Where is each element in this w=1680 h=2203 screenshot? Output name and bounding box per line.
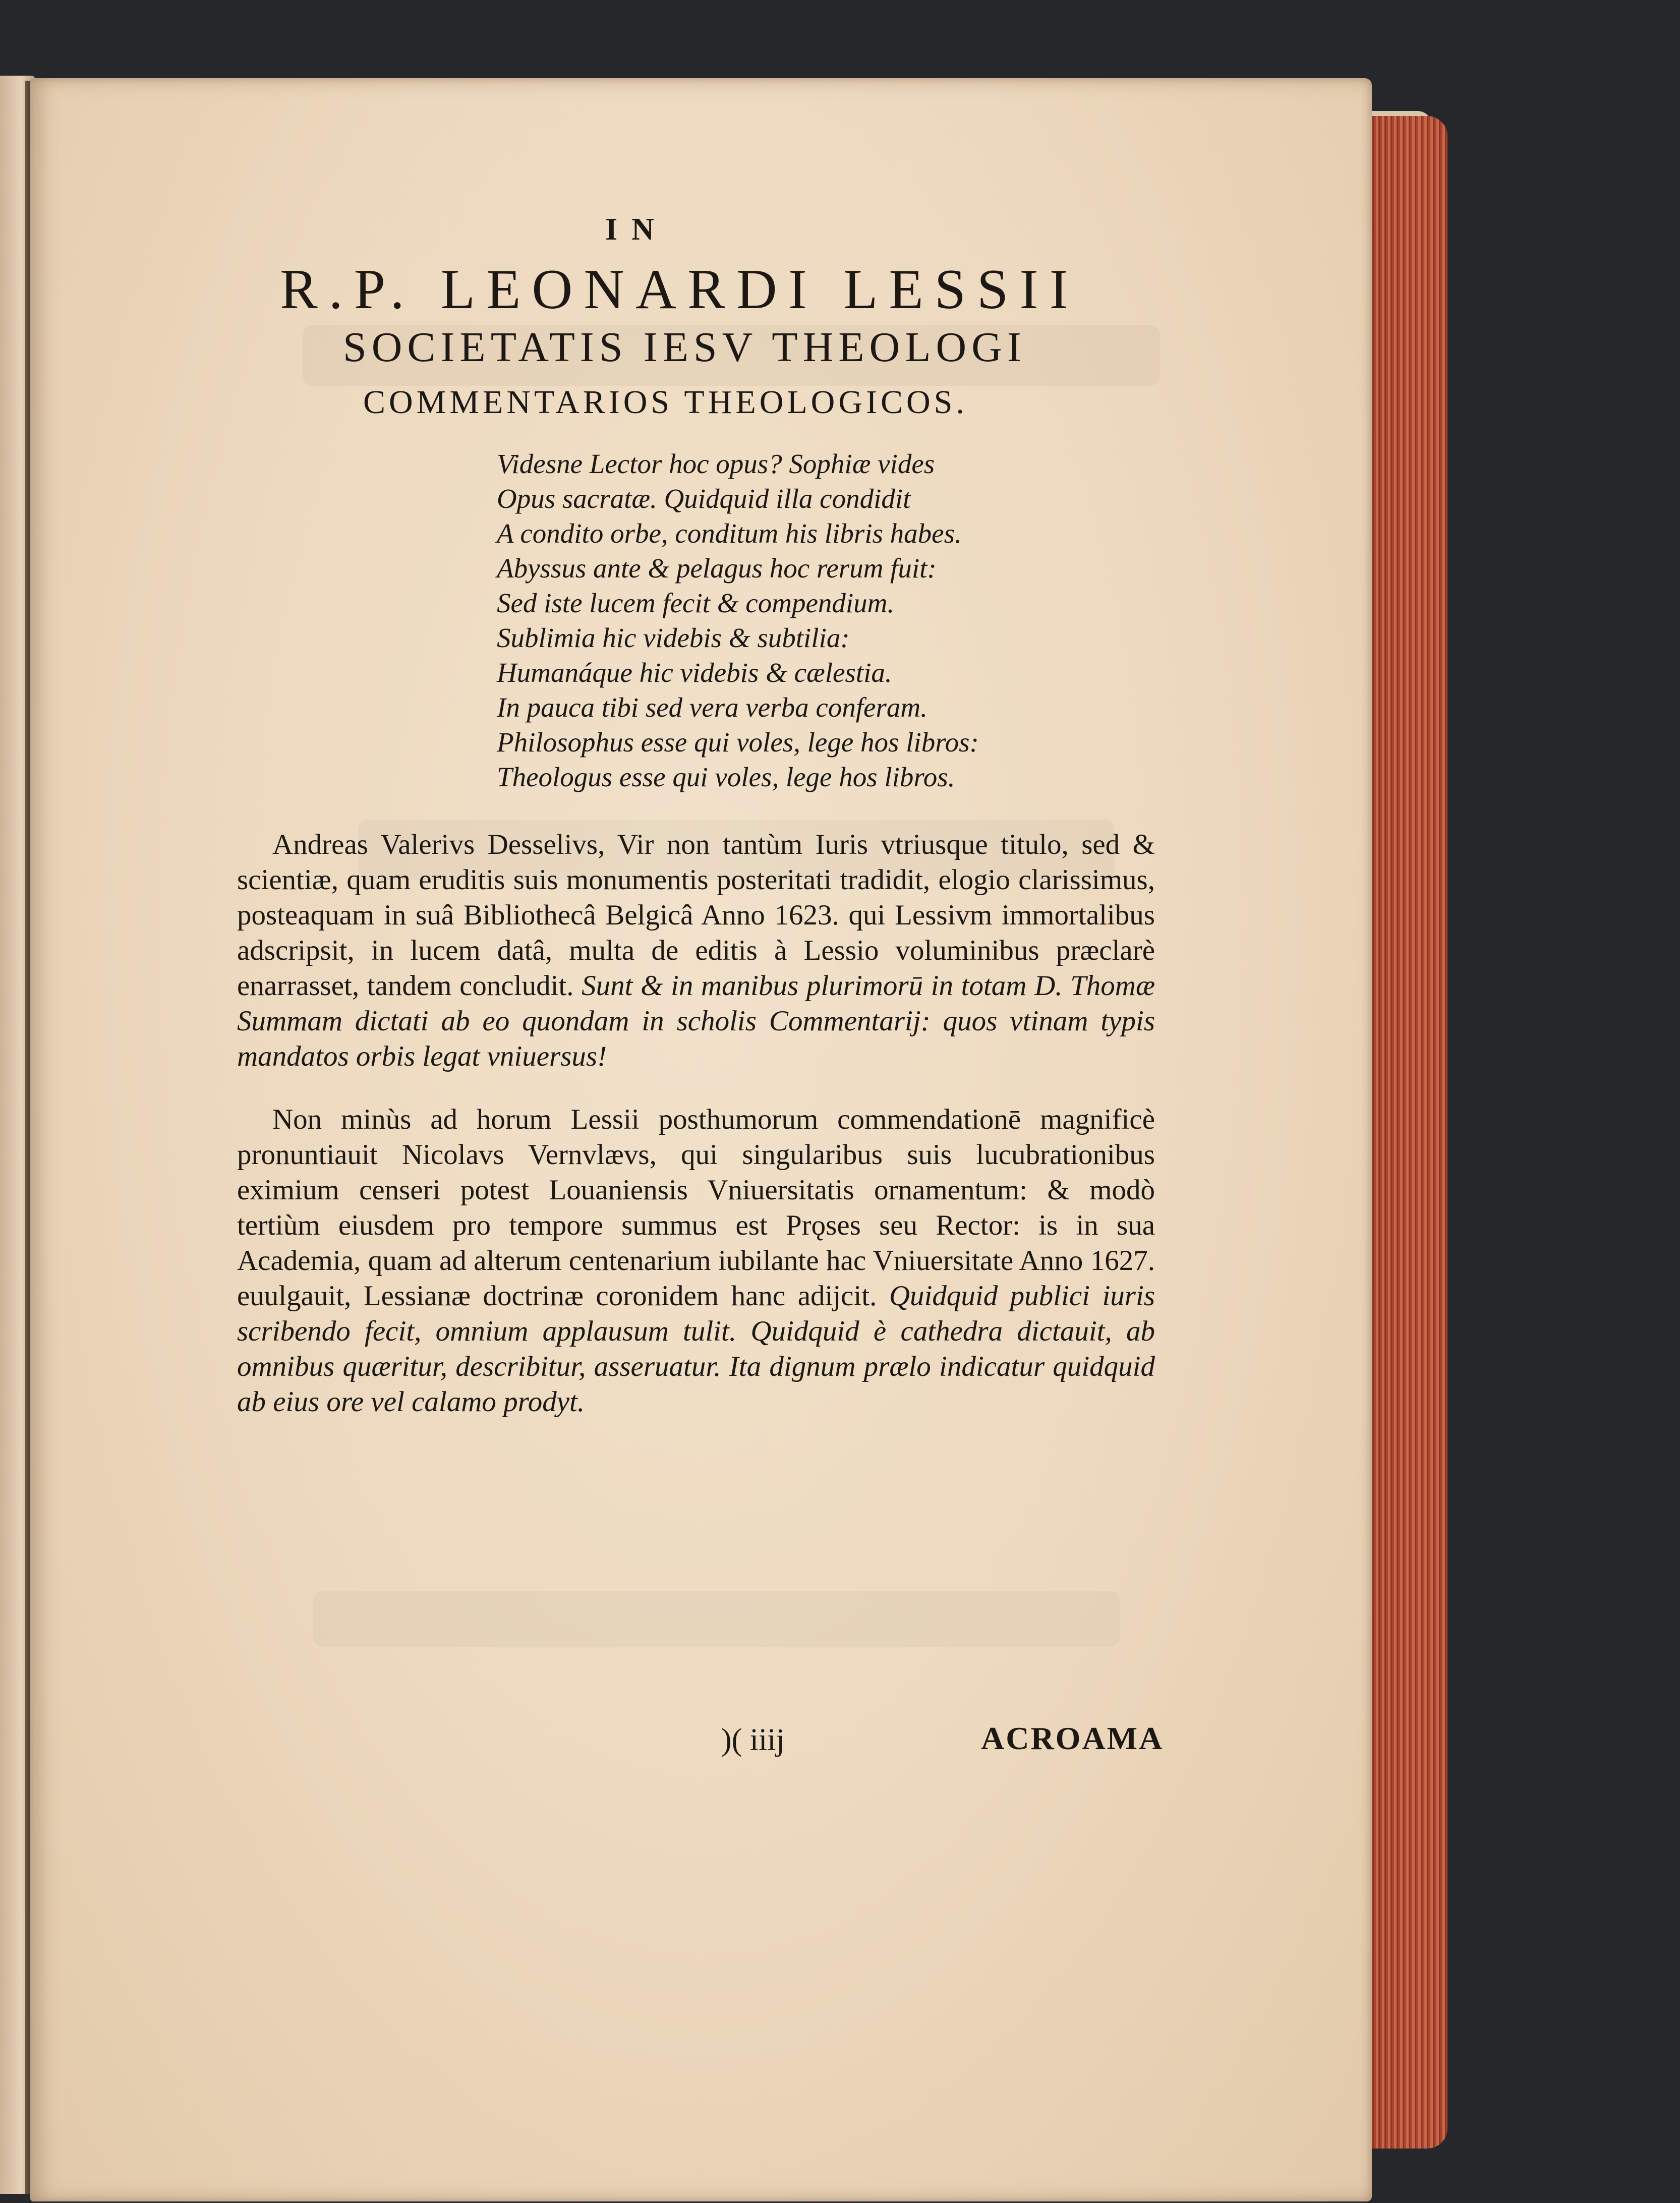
signature-mark: )( iiij <box>721 1723 785 1757</box>
poem-line: Theologus esse qui voles, lege hos libros. <box>497 762 955 792</box>
title-line-commentaries: COMMENTARIOS THEOLOGICOS. <box>363 384 968 421</box>
red-page-edges <box>1362 116 1447 2149</box>
poem-line: Abyssus ante & pelagus hoc rerum fuit: <box>497 553 937 584</box>
paragraph-valerius <box>237 827 1155 1074</box>
poem-line: Opus sacratæ. Quidquid illa condidit <box>497 483 911 514</box>
paragraph-quote: Sunt & in manibus plurimorū in totam D. Thomæ Summam dictati ab eo quondam in scholis Commentarij: quos vtinam typis mandatos orbis legat vniuersus! <box>237 970 1155 1072</box>
paragraph-text: Non minùs ad horum Lessii posthumorum commendationē magnificè pronuntiauit Nicolavs Vernvlævs, qui singularibus suis lucubrationibus eximium censeri potest Louaniensis Vniuersitatis ornamentum: & modò tertiùm eiusdem pro tempore summus est Prǫses seu Rector: is in sua Academia, quam ad alterum centenarium iubilante hac Vniuersitate Anno 1627. euulgauit, Lessianæ doctrinæ coronidem hanc adijcit. <box>237 1104 1155 1312</box>
poem-line: Videsne Lector hoc opus? Sophiæ vides <box>497 448 935 479</box>
paragraph-quote: Quidquid publici iuris scribendo fecit, omnium applausum tulit. Quidquid è cathedra dictauit, ab omnibus quæritur, describitur, asseruatur. Ita dignum prælo indicatur quidquid ab eius ore vel calamo prodyt. <box>237 1280 1155 1418</box>
poem-line: A condito orbe, conditum his libris habes. <box>497 518 962 549</box>
title-line-society: SOCIETATIS IESV THEOLOGI <box>343 324 1026 371</box>
dedicatory-poem <box>497 446 1203 794</box>
title-line-author: R.P. LEONARDI LESSII <box>280 258 1079 321</box>
paragraph-text: Andreas Valerivs Desselivs, Vir non tantùm Iuris vtriusque titulo, sed & scientiæ, quam eruditis suis monumentis posteritati tradidit, elogio clarissimus, posteaquam in suâ Bibliothecâ Belgicâ Anno 1623. qui Lessivm immortalibus adscripsit, in lucem datâ, multa de editis à Lessio voluminibus præclarè enarrasset, tandem concludit. <box>237 829 1155 1002</box>
poem-line: Humanáque hic videbis & cælestia. <box>497 657 892 688</box>
poem-line: Sed iste lucem fecit & compendium. <box>497 588 895 618</box>
poem-line: Sublimia hic videbis & subtilia: <box>497 622 850 653</box>
poem-line: In pauca tibi sed vera verba conferam. <box>497 692 928 723</box>
paragraph-vernulaeus <box>237 1102 1155 1420</box>
heading-in: IN <box>605 212 668 247</box>
catchword: ACROAMA <box>981 1720 1164 1756</box>
show-through-shape <box>313 1591 1120 1647</box>
poem-line: Philosophus esse qui voles, lege hos libros: <box>497 727 979 758</box>
